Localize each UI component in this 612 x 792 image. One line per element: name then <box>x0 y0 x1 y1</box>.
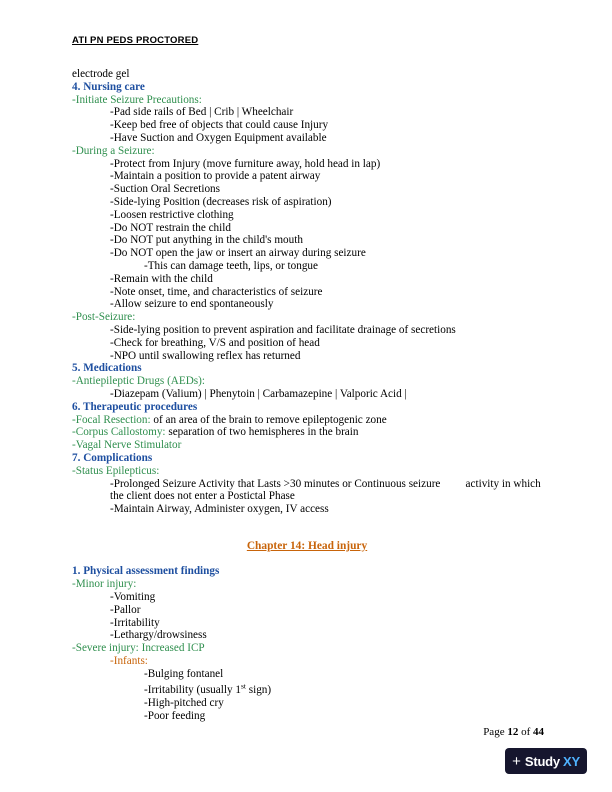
line-text: -Vomiting <box>110 591 156 604</box>
line-text: -Diazepam (Valium) | Phenytoin | Carbamazepine | Valporic Acid | <box>110 387 407 400</box>
line-rest: separation of two hemispheres in the brain <box>165 426 359 439</box>
page-number <box>483 726 544 738</box>
line-text: -Suction Oral Secretions <box>110 183 220 196</box>
document-line <box>72 617 542 630</box>
document-line <box>72 565 542 578</box>
line-text: -Lethargy/drowsiness <box>110 629 207 642</box>
line-text: -Check for breathing, V/S and position of head <box>110 336 320 349</box>
line-text: -Antiepileptic Drugs (AEDs): <box>72 375 205 388</box>
line-lead: -Focal Resection: <box>72 413 151 426</box>
content-block-seizure <box>72 68 542 516</box>
document-line <box>72 655 542 668</box>
page-total: 44 <box>533 726 544 738</box>
line-text: -Severe injury: Increased ICP <box>72 642 205 655</box>
line-lead: -Corpus Callostomy: <box>72 426 166 439</box>
document-line <box>72 710 542 723</box>
document-line <box>72 209 542 222</box>
line-text: -Do NOT open the jaw or insert an airway during seizure <box>110 247 366 260</box>
document-line <box>72 298 542 311</box>
superscript: st <box>240 681 246 691</box>
line-text: -Side-lying position to prevent aspiration and facilitate drainage of secretions <box>110 323 456 336</box>
line-text: -Protect from Injury (move furniture away, hold head in lap) <box>110 157 381 170</box>
page-of: of <box>518 726 533 738</box>
document-line <box>72 119 542 132</box>
document-line <box>72 362 542 375</box>
page-current: 12 <box>507 726 519 738</box>
chapter-heading: Chapter 14: Head injury <box>246 539 368 552</box>
document-line <box>72 503 542 516</box>
document-line <box>72 604 542 617</box>
document-line <box>72 247 542 260</box>
document-line <box>72 273 542 286</box>
studyxy-watermark[interactable] <box>505 748 587 774</box>
line-text: -Status Epilepticus: <box>72 464 160 477</box>
line-text: -Allow seizure to end spontaneously <box>110 298 274 311</box>
document-line <box>72 158 542 171</box>
document-line <box>72 388 542 401</box>
document-line <box>72 183 542 196</box>
line-text: 7. Complications <box>72 451 153 464</box>
document-line <box>72 337 542 350</box>
line-text: -This can damage teeth, lips, or tongue <box>144 259 318 272</box>
document-line <box>72 145 542 158</box>
spacer <box>72 553 542 566</box>
line-text: -High-pitched cry <box>144 697 224 710</box>
line-text: -Keep bed free of objects that could cause Injury <box>110 119 329 132</box>
line-text: -Pad side rails of Bed | Crib | Wheelchair <box>110 106 294 119</box>
document-line <box>72 132 542 145</box>
document-line <box>72 629 542 642</box>
document-line <box>72 642 542 655</box>
document-line <box>72 478 542 504</box>
line-text: -Have Suction and Oxygen Equipment available <box>110 131 327 144</box>
line-text: -NPO until swallowing reflex has returned <box>110 349 301 362</box>
document-line <box>72 81 542 94</box>
line-text: -Vagal Nerve Stimulator <box>72 439 182 452</box>
line-text: -Loosen restrictive clothing <box>110 208 234 221</box>
line-text: -Irritability <box>110 616 160 629</box>
line-text: -Do NOT put anything in the child's mouth <box>110 234 303 247</box>
line-text: -Side-lying Position (decreases risk of aspiration) <box>110 195 332 208</box>
document-line <box>72 681 542 698</box>
content-block-head-injury <box>72 565 542 722</box>
watermark-xy-text: XY <box>562 753 580 769</box>
line-text: -Bulging fontanel <box>144 667 224 680</box>
document-line <box>72 350 542 363</box>
line-text: 6. Therapeutic procedures <box>72 400 198 413</box>
line-text: electrode gel <box>72 68 130 80</box>
document-line <box>72 591 542 604</box>
line-text: -Poor feeding <box>144 709 206 722</box>
line-text: -Note onset, time, and characteristics of seizure <box>110 285 323 298</box>
line-rest: of an area of the brain to remove epileptogenic zone <box>150 413 387 426</box>
document-body <box>72 68 542 723</box>
document-line <box>72 578 542 591</box>
document-line <box>72 68 542 81</box>
line-text: -Maintain a position to provide a patent airway <box>110 170 321 183</box>
document-line <box>72 452 542 465</box>
document-line <box>72 196 542 209</box>
line-text: -Pallor <box>110 603 141 616</box>
line-text: -During a Seizure: <box>72 144 155 157</box>
document-line <box>72 401 542 414</box>
document-line <box>72 260 542 273</box>
line-text: 5. Medications <box>72 362 142 375</box>
watermark-study-text: Study <box>524 753 560 769</box>
line-text: -Do NOT restrain the child <box>110 221 231 234</box>
document-line <box>72 234 542 247</box>
document-line <box>72 286 542 299</box>
line-text: -Infants: <box>110 655 148 668</box>
document-line <box>72 222 542 235</box>
line-text: 4. Nursing care <box>72 80 145 93</box>
document-line <box>72 375 542 388</box>
line-text: -Irritability (usually 1st sign) <box>144 681 272 697</box>
line-text: -Post-Seizure: <box>72 311 136 324</box>
document-line <box>72 697 542 710</box>
page-label-prefix: Page <box>483 726 508 738</box>
document-line <box>72 324 542 337</box>
line-text: -Prolonged Seizure Activity that Lasts >30 minutes or Continuous seizure activity in which the client does not enter a Postictal Phase <box>110 477 544 503</box>
document-header-title: ATI PN PEDS PROCTORED <box>72 35 199 46</box>
document-line <box>72 426 542 439</box>
document-line <box>72 311 542 324</box>
document-line <box>72 668 542 681</box>
document-line <box>72 106 542 119</box>
plus-icon: + <box>512 752 521 770</box>
document-line <box>72 465 542 478</box>
line-text: -Minor injury: <box>72 578 137 591</box>
document-line <box>72 414 542 427</box>
line-text: -Initiate Seizure Precautions: <box>72 93 202 106</box>
line-text: -Remain with the child <box>110 272 213 285</box>
line-text: 1. Physical assessment findings <box>72 565 220 578</box>
line-text: -Maintain Airway, Administer oxygen, IV access <box>110 503 329 516</box>
document-line <box>72 94 542 107</box>
document-line <box>72 170 542 183</box>
document-line <box>72 439 542 452</box>
